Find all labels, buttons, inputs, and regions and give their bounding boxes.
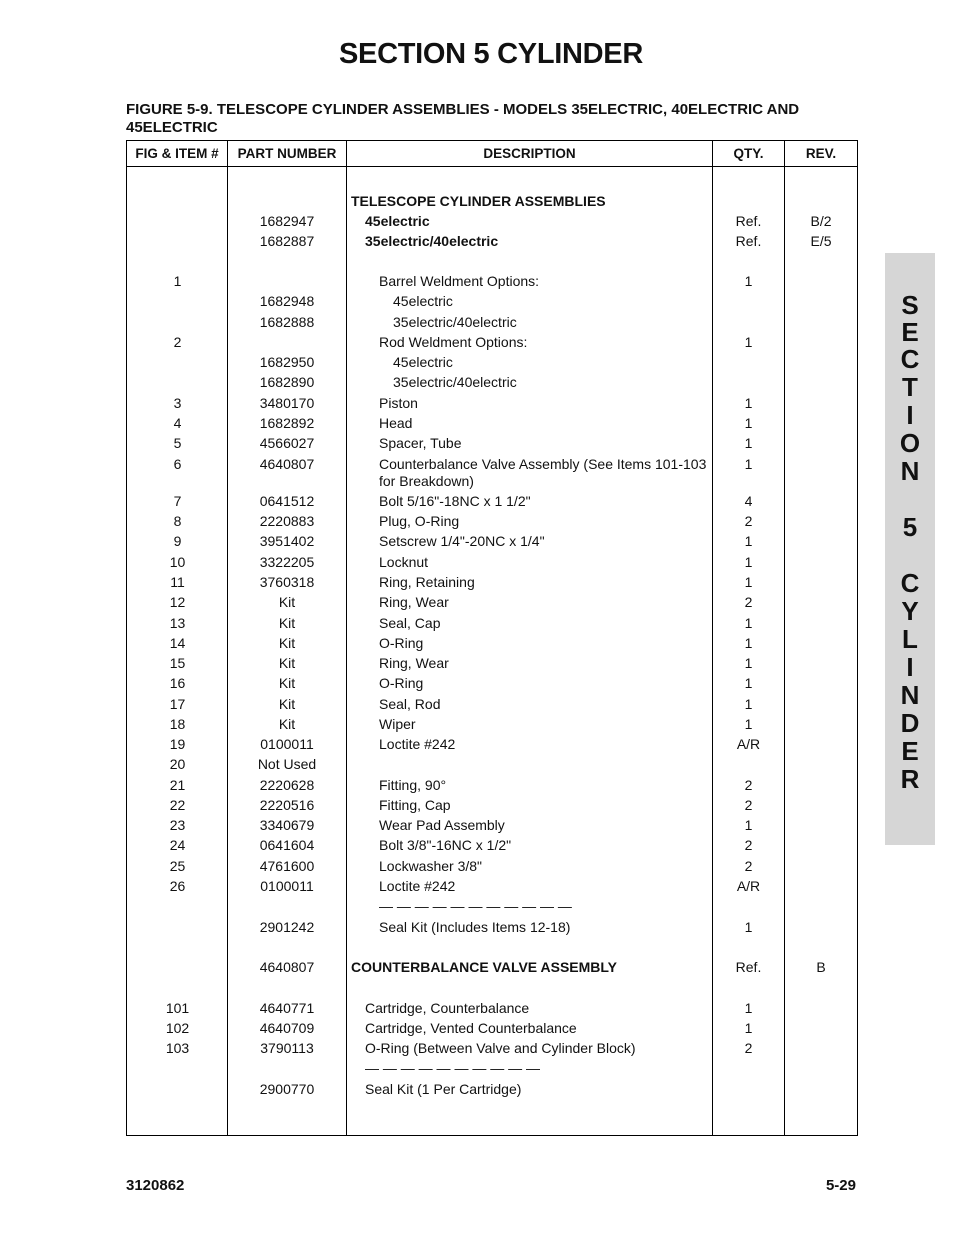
header-rev: REV. xyxy=(805,146,837,161)
part-number-cell: Kit xyxy=(278,696,296,712)
description-cell: Seal Kit (1 Per Cartridge) xyxy=(365,1081,522,1097)
description-cell: Ring, Wear xyxy=(379,655,449,671)
qty-cell: 2 xyxy=(744,837,753,853)
side-tab-letter: N xyxy=(900,456,920,486)
description-cell: Lockwasher 3/8" xyxy=(379,858,483,874)
part-number-cell: 4761600 xyxy=(259,858,315,874)
fig-item-cell: 11 xyxy=(170,574,185,590)
page-number: 5-29 xyxy=(825,1177,856,1194)
description-cell: Barrel Weldment Options: xyxy=(379,273,540,289)
description-cell: Ring, Wear xyxy=(379,594,449,610)
qty-cell: 1 xyxy=(744,696,753,712)
description-cell: Wear Pad Assembly xyxy=(379,817,505,833)
section-side-tab xyxy=(885,253,935,845)
description-cell-continued: for Breakdown) xyxy=(379,473,474,489)
part-number-cell: 3480170 xyxy=(259,395,315,411)
fig-item-cell: 21 xyxy=(169,777,186,793)
qty-cell: 1 xyxy=(744,817,753,833)
fig-item-cell: 25 xyxy=(169,858,186,874)
description-cell: TELESCOPE CYLINDER ASSEMBLIES xyxy=(351,193,606,209)
side-tab-letter: I xyxy=(906,652,914,682)
description-cell: Fitting, 90° xyxy=(379,777,447,793)
part-number-cell: 3790113 xyxy=(260,1040,314,1056)
part-number-cell: 4640807 xyxy=(259,456,315,472)
qty-cell: 1 xyxy=(744,395,753,411)
qty-cell: 1 xyxy=(744,1000,753,1016)
description-cell: 45electric xyxy=(393,293,453,309)
description-cell: — — — — — — — — — — xyxy=(365,1060,541,1076)
description-cell: Cartridge, Counterbalance xyxy=(365,1000,530,1016)
qty-cell: 1 xyxy=(744,456,753,472)
qty-cell: 2 xyxy=(744,594,753,610)
fig-item-cell: 3 xyxy=(173,395,182,411)
qty-cell: 1 xyxy=(744,635,753,651)
figure-title: FIGURE 5-9. TELESCOPE CYLINDER ASSEMBLIES - MODELS 35ELECTRIC, 40ELECTRIC AND 45ELECTRIC xyxy=(126,101,800,136)
description-cell: O-Ring xyxy=(379,675,424,691)
description-cell: Piston xyxy=(379,395,418,411)
part-number-cell: 3951402 xyxy=(259,533,315,549)
part-number-cell: Not Used xyxy=(257,756,317,772)
qty-cell: 2 xyxy=(744,777,753,793)
qty-cell: 1 xyxy=(744,615,753,631)
description-cell: 45electric xyxy=(393,354,453,370)
fig-item-cell: 4 xyxy=(173,415,182,431)
part-number-cell: 1682950 xyxy=(259,354,315,370)
rev-cell: B xyxy=(816,959,826,975)
qty-cell: 2 xyxy=(744,797,753,813)
part-number-cell: Kit xyxy=(278,615,296,631)
side-tab-letter: O xyxy=(899,428,921,458)
qty-cell: 1 xyxy=(744,435,753,451)
description-cell: Cartridge, Vented Counterbalance xyxy=(365,1020,577,1036)
fig-item-cell: 5 xyxy=(173,435,182,451)
fig-item-cell: 102 xyxy=(165,1020,190,1036)
fig-item-cell: 14 xyxy=(169,635,186,651)
fig-item-cell: 23 xyxy=(169,817,186,833)
part-number-cell: 1682888 xyxy=(259,314,315,330)
part-number-cell: 2220628 xyxy=(259,777,315,793)
header-qty: QTY. xyxy=(733,146,764,161)
fig-item-cell: 19 xyxy=(169,736,186,752)
qty-cell: 1 xyxy=(744,919,753,935)
description-cell: Rod Weldment Options: xyxy=(379,334,528,350)
description-cell: Seal Kit (Includes Items 12-18) xyxy=(379,919,571,935)
description-cell: Locknut xyxy=(379,554,429,570)
side-tab-letter: N xyxy=(900,680,920,710)
side-tab-letter: C xyxy=(900,568,920,598)
description-cell: Spacer, Tube xyxy=(379,435,462,451)
description-cell: COUNTERBALANCE VALVE ASSEMBLY xyxy=(351,959,618,975)
fig-item-cell: 8 xyxy=(173,513,182,529)
part-number-cell: Kit xyxy=(278,635,296,651)
part-number-cell: 0641512 xyxy=(259,493,315,509)
fig-item-cell: 2 xyxy=(173,334,182,350)
description-cell: — — — — — — — — — — — xyxy=(379,898,572,914)
description-cell: Loctite #242 xyxy=(379,736,456,752)
part-number-cell: 0641604 xyxy=(259,837,315,853)
side-tab-letter: S xyxy=(901,290,919,320)
description-cell: Ring, Retaining xyxy=(379,574,475,590)
parts-table xyxy=(126,140,858,1136)
side-tab-letter: C xyxy=(900,344,920,374)
description-cell: O-Ring xyxy=(379,635,424,651)
doc-number: 3120862 xyxy=(126,1177,185,1194)
part-number-cell: Kit xyxy=(278,716,296,732)
part-number-cell: Kit xyxy=(278,594,296,610)
qty-cell: Ref. xyxy=(735,233,762,249)
description-cell: Plug, O-Ring xyxy=(379,513,460,529)
description-cell: 45electric xyxy=(365,213,430,229)
part-number-cell: 1682947 xyxy=(259,213,315,229)
side-tab-letter: T xyxy=(902,372,918,402)
qty-cell: 2 xyxy=(744,858,753,874)
part-number-cell: 1682948 xyxy=(259,293,315,309)
fig-item-cell: 15 xyxy=(169,655,186,671)
description-cell: 35electric/40electric xyxy=(393,314,517,330)
description-cell: Seal, Rod xyxy=(379,696,441,712)
description-cell: Setscrew 1/4"-20NC x 1/4" xyxy=(379,533,545,549)
side-tab-letter: R xyxy=(900,764,920,794)
part-number-cell: 0100011 xyxy=(260,878,314,894)
part-number-cell: 4640709 xyxy=(259,1020,315,1036)
side-tab-letter: L xyxy=(902,624,918,654)
fig-item-cell: 17 xyxy=(169,696,186,712)
part-number-cell: Kit xyxy=(278,655,296,671)
fig-item-cell: 26 xyxy=(169,878,186,894)
side-tab-letter: Y xyxy=(901,596,919,626)
fig-item-cell: 16 xyxy=(169,675,186,691)
part-number-cell: 1682892 xyxy=(259,415,315,431)
part-number-cell: 2900770 xyxy=(259,1081,315,1097)
description-cell: Loctite #242 xyxy=(379,878,456,894)
part-number-cell: 2220516 xyxy=(259,797,315,813)
qty-cell: 1 xyxy=(744,716,753,732)
description-cell: Fitting, Cap xyxy=(379,797,451,813)
part-number-cell: 4640807 xyxy=(259,959,315,975)
description-cell: 35electric/40electric xyxy=(365,233,499,249)
fig-item-cell: 6 xyxy=(173,456,182,472)
qty-cell: 1 xyxy=(744,334,753,350)
fig-item-cell: 9 xyxy=(173,533,182,549)
part-number-cell: 3322205 xyxy=(259,554,315,570)
qty-cell: A/R xyxy=(736,878,761,894)
rev-cell: E/5 xyxy=(810,233,832,249)
header-fig-item: FIG & ITEM # xyxy=(135,146,219,161)
part-number-cell: 4566027 xyxy=(259,435,315,451)
fig-item-cell: 22 xyxy=(169,797,186,813)
qty-cell: 1 xyxy=(744,675,753,691)
description-cell: Head xyxy=(379,415,413,431)
qty-cell: 1 xyxy=(744,1020,753,1036)
description-cell: Bolt 3/8"-16NC x 1/2" xyxy=(379,837,512,853)
description-cell: 35electric/40electric xyxy=(393,374,517,390)
part-number-cell: 1682890 xyxy=(259,374,315,390)
description-cell: Bolt 5/16"-18NC x 1 1/2" xyxy=(379,493,531,509)
header-divider xyxy=(127,166,857,167)
description-cell: Wiper xyxy=(379,716,416,732)
description-cell: Seal, Cap xyxy=(379,615,441,631)
fig-item-cell: 1 xyxy=(173,273,182,289)
qty-cell: 4 xyxy=(744,493,753,509)
fig-item-cell: 13 xyxy=(169,615,186,631)
fig-item-cell: 20 xyxy=(169,756,186,772)
side-tab-letter: D xyxy=(900,708,920,738)
column-divider xyxy=(346,141,347,1135)
side-tab-letter: I xyxy=(906,400,914,430)
qty-cell: 1 xyxy=(744,273,753,289)
column-divider xyxy=(784,141,785,1135)
fig-item-cell: 10 xyxy=(169,554,186,570)
qty-cell: 1 xyxy=(744,655,753,671)
qty-cell: 2 xyxy=(744,513,753,529)
header-description: DESCRIPTION xyxy=(483,146,576,161)
fig-item-cell: 12 xyxy=(169,594,186,610)
side-tab-letter: E xyxy=(901,736,919,766)
qty-cell: Ref. xyxy=(735,959,762,975)
part-number-cell: 3340679 xyxy=(259,817,315,833)
qty-cell: 1 xyxy=(744,533,753,549)
qty-cell: 1 xyxy=(744,554,753,570)
fig-item-cell: 7 xyxy=(173,493,182,509)
fig-item-cell: 24 xyxy=(169,837,186,853)
description-cell: O-Ring (Between Valve and Cylinder Block) xyxy=(365,1040,636,1056)
side-tab-letter: E xyxy=(901,317,919,347)
rev-cell: B/2 xyxy=(810,213,832,229)
side-tab-letter: 5 xyxy=(902,512,918,542)
fig-item-cell: 101 xyxy=(165,1000,190,1016)
description-cell: Counterbalance Valve Assembly (See Items 101-103 xyxy=(379,456,707,472)
part-number-cell: 4640771 xyxy=(259,1000,315,1016)
part-number-cell: 3760318 xyxy=(259,574,315,590)
part-number-cell: 2901242 xyxy=(259,919,315,935)
part-number-cell: 1682887 xyxy=(259,233,315,249)
qty-cell: 1 xyxy=(744,574,753,590)
part-number-cell: 0100011 xyxy=(260,736,314,752)
qty-cell: A/R xyxy=(736,736,761,752)
fig-item-cell: 103 xyxy=(165,1040,190,1056)
qty-cell: 1 xyxy=(744,415,753,431)
section-title: SECTION 5 CYLINDER xyxy=(339,38,643,70)
header-part-number: PART NUMBER xyxy=(237,146,337,161)
qty-cell: Ref. xyxy=(735,213,762,229)
qty-cell: 2 xyxy=(744,1040,753,1056)
part-number-cell: 2220883 xyxy=(259,513,315,529)
part-number-cell: Kit xyxy=(278,675,296,691)
fig-item-cell: 18 xyxy=(169,716,186,732)
